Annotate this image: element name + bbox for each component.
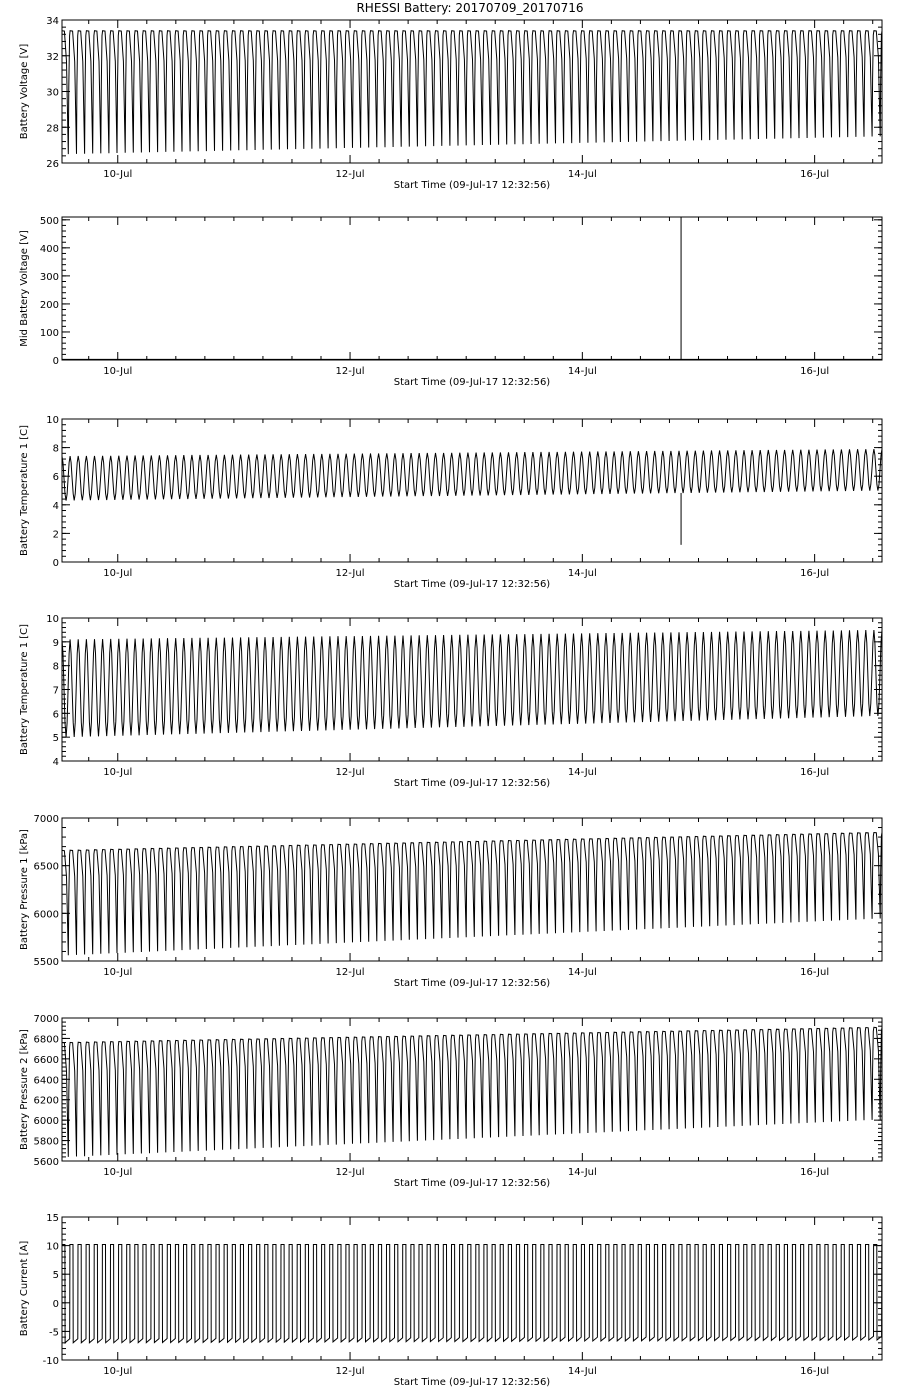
y-tick-label: 6 [52,472,59,484]
x-tick-label: 16-Jul [800,967,830,978]
x-tick-label: 16-Jul [800,568,830,579]
plot-frame [62,1217,882,1360]
y-tick-label: 2 [52,529,59,541]
series-line [62,1027,890,1157]
x-axis-label: Start Time (09-Jul-17 12:32:56) [393,180,551,191]
x-tick-label: 10-Jul [103,366,133,377]
x-tick-label: 14-Jul [567,366,597,377]
y-tick-label: 6000 [33,909,59,921]
y-tick-label: 6600 [33,1054,59,1066]
y-tick-label: 300 [39,271,59,283]
y-tick-label: 8 [52,661,59,673]
x-tick-label: 10-Jul [103,1366,133,1377]
y-tick-label: 8 [52,443,59,455]
series-line [62,31,890,154]
y-tick-label: 7000 [33,1014,59,1025]
y-tick-label: 500 [39,215,59,227]
x-axis-label: Start Time (09-Jul-17 12:32:56) [393,377,551,388]
y-axis-label: Battery Current [A] [19,1240,30,1337]
x-tick-label: 12-Jul [335,967,365,978]
x-tick-label: 16-Jul [800,169,830,180]
y-tick-label: 32 [46,51,59,63]
y-tick-label: 0 [52,558,59,569]
y-tick-label: 30 [46,87,59,99]
y-tick-label: 0 [52,356,59,367]
x-tick-label: 12-Jul [335,568,365,579]
y-tick-label: -10 [42,1356,59,1367]
page-title: RHESSI Battery: 20170709_20170716 [356,1,584,15]
x-tick-label: 10-Jul [103,169,133,180]
chart-panel-5 [19,814,890,989]
y-tick-label: 26 [46,159,59,170]
y-tick-label: 7000 [33,814,59,825]
chart-panel-2 [19,216,882,388]
y-axis-label: Battery Temperature 1 [C] [19,424,30,557]
x-tick-label: 14-Jul [567,1366,597,1377]
series-line [62,1245,890,1343]
y-tick-label: 6200 [33,1095,59,1107]
y-tick-label: 5800 [33,1136,59,1148]
y-tick-label: 28 [46,123,59,135]
x-axis-label: Start Time (09-Jul-17 12:32:56) [393,978,551,989]
x-tick-label: 12-Jul [335,767,365,778]
x-tick-label: 10-Jul [103,1167,133,1178]
y-axis-label: Battery Pressure 1 [kPa] [19,829,30,950]
y-tick-label: 100 [39,327,59,339]
x-tick-label: 16-Jul [800,1167,830,1178]
series-line [62,630,889,737]
x-tick-label: 16-Jul [800,767,830,778]
y-tick-label: -5 [49,1327,59,1339]
y-tick-label: 6000 [33,1116,59,1128]
y-tick-label: 15 [46,1213,59,1224]
x-tick-label: 10-Jul [103,568,133,579]
y-tick-label: 10 [46,1241,59,1253]
x-tick-label: 14-Jul [567,767,597,778]
chart-panel-7 [19,1213,890,1388]
x-tick-label: 14-Jul [567,169,597,180]
y-tick-label: 5600 [33,1157,59,1168]
y-axis-label: Mid Battery Voltage [V] [19,230,30,347]
y-tick-label: 6 [52,709,59,721]
x-tick-label: 12-Jul [335,169,365,180]
x-tick-label: 12-Jul [335,1167,365,1178]
chart-panel-1 [19,16,890,191]
plot-frame [62,217,882,360]
y-tick-label: 6500 [33,861,59,873]
y-axis-label: Battery Pressure 2 [kPa] [19,1029,30,1150]
x-tick-label: 14-Jul [567,568,597,579]
x-tick-label: 16-Jul [800,1366,830,1377]
y-tick-label: 400 [39,243,59,255]
x-tick-label: 12-Jul [335,1366,365,1377]
x-tick-label: 12-Jul [335,366,365,377]
y-tick-label: 10 [46,614,59,625]
x-tick-label: 10-Jul [103,967,133,978]
y-tick-label: 6800 [33,1034,59,1046]
x-axis-label: Start Time (09-Jul-17 12:32:56) [393,579,551,590]
y-axis-label: Battery Voltage [V] [19,43,30,140]
y-tick-label: 0 [52,1298,59,1310]
x-tick-label: 14-Jul [567,1167,597,1178]
y-tick-label: 6400 [33,1075,59,1087]
y-tick-label: 9 [52,637,59,649]
x-tick-label: 16-Jul [800,366,830,377]
plot-frame [62,618,882,761]
y-tick-label: 5 [52,1270,59,1282]
x-axis-label: Start Time (09-Jul-17 12:32:56) [393,1178,551,1189]
x-axis-label: Start Time (09-Jul-17 12:32:56) [393,778,551,789]
x-tick-label: 14-Jul [567,967,597,978]
series-line [62,832,890,955]
y-tick-label: 4 [52,500,59,512]
series-line [62,449,889,501]
y-tick-label: 5 [52,733,59,745]
y-tick-label: 200 [39,299,59,311]
y-tick-label: 10 [46,415,59,426]
chart-panel-4 [19,614,889,789]
y-tick-label: 34 [46,16,59,27]
chart-panel-6 [19,1014,890,1189]
chart-panel-3 [19,415,889,590]
y-tick-label: 7 [52,685,59,697]
x-axis-label: Start Time (09-Jul-17 12:32:56) [393,1377,551,1388]
y-tick-label: 4 [52,757,59,768]
y-axis-label: Battery Temperature 1 [C] [19,623,30,756]
x-tick-label: 10-Jul [103,767,133,778]
y-tick-label: 5500 [33,957,59,968]
plot-frame [62,419,882,562]
